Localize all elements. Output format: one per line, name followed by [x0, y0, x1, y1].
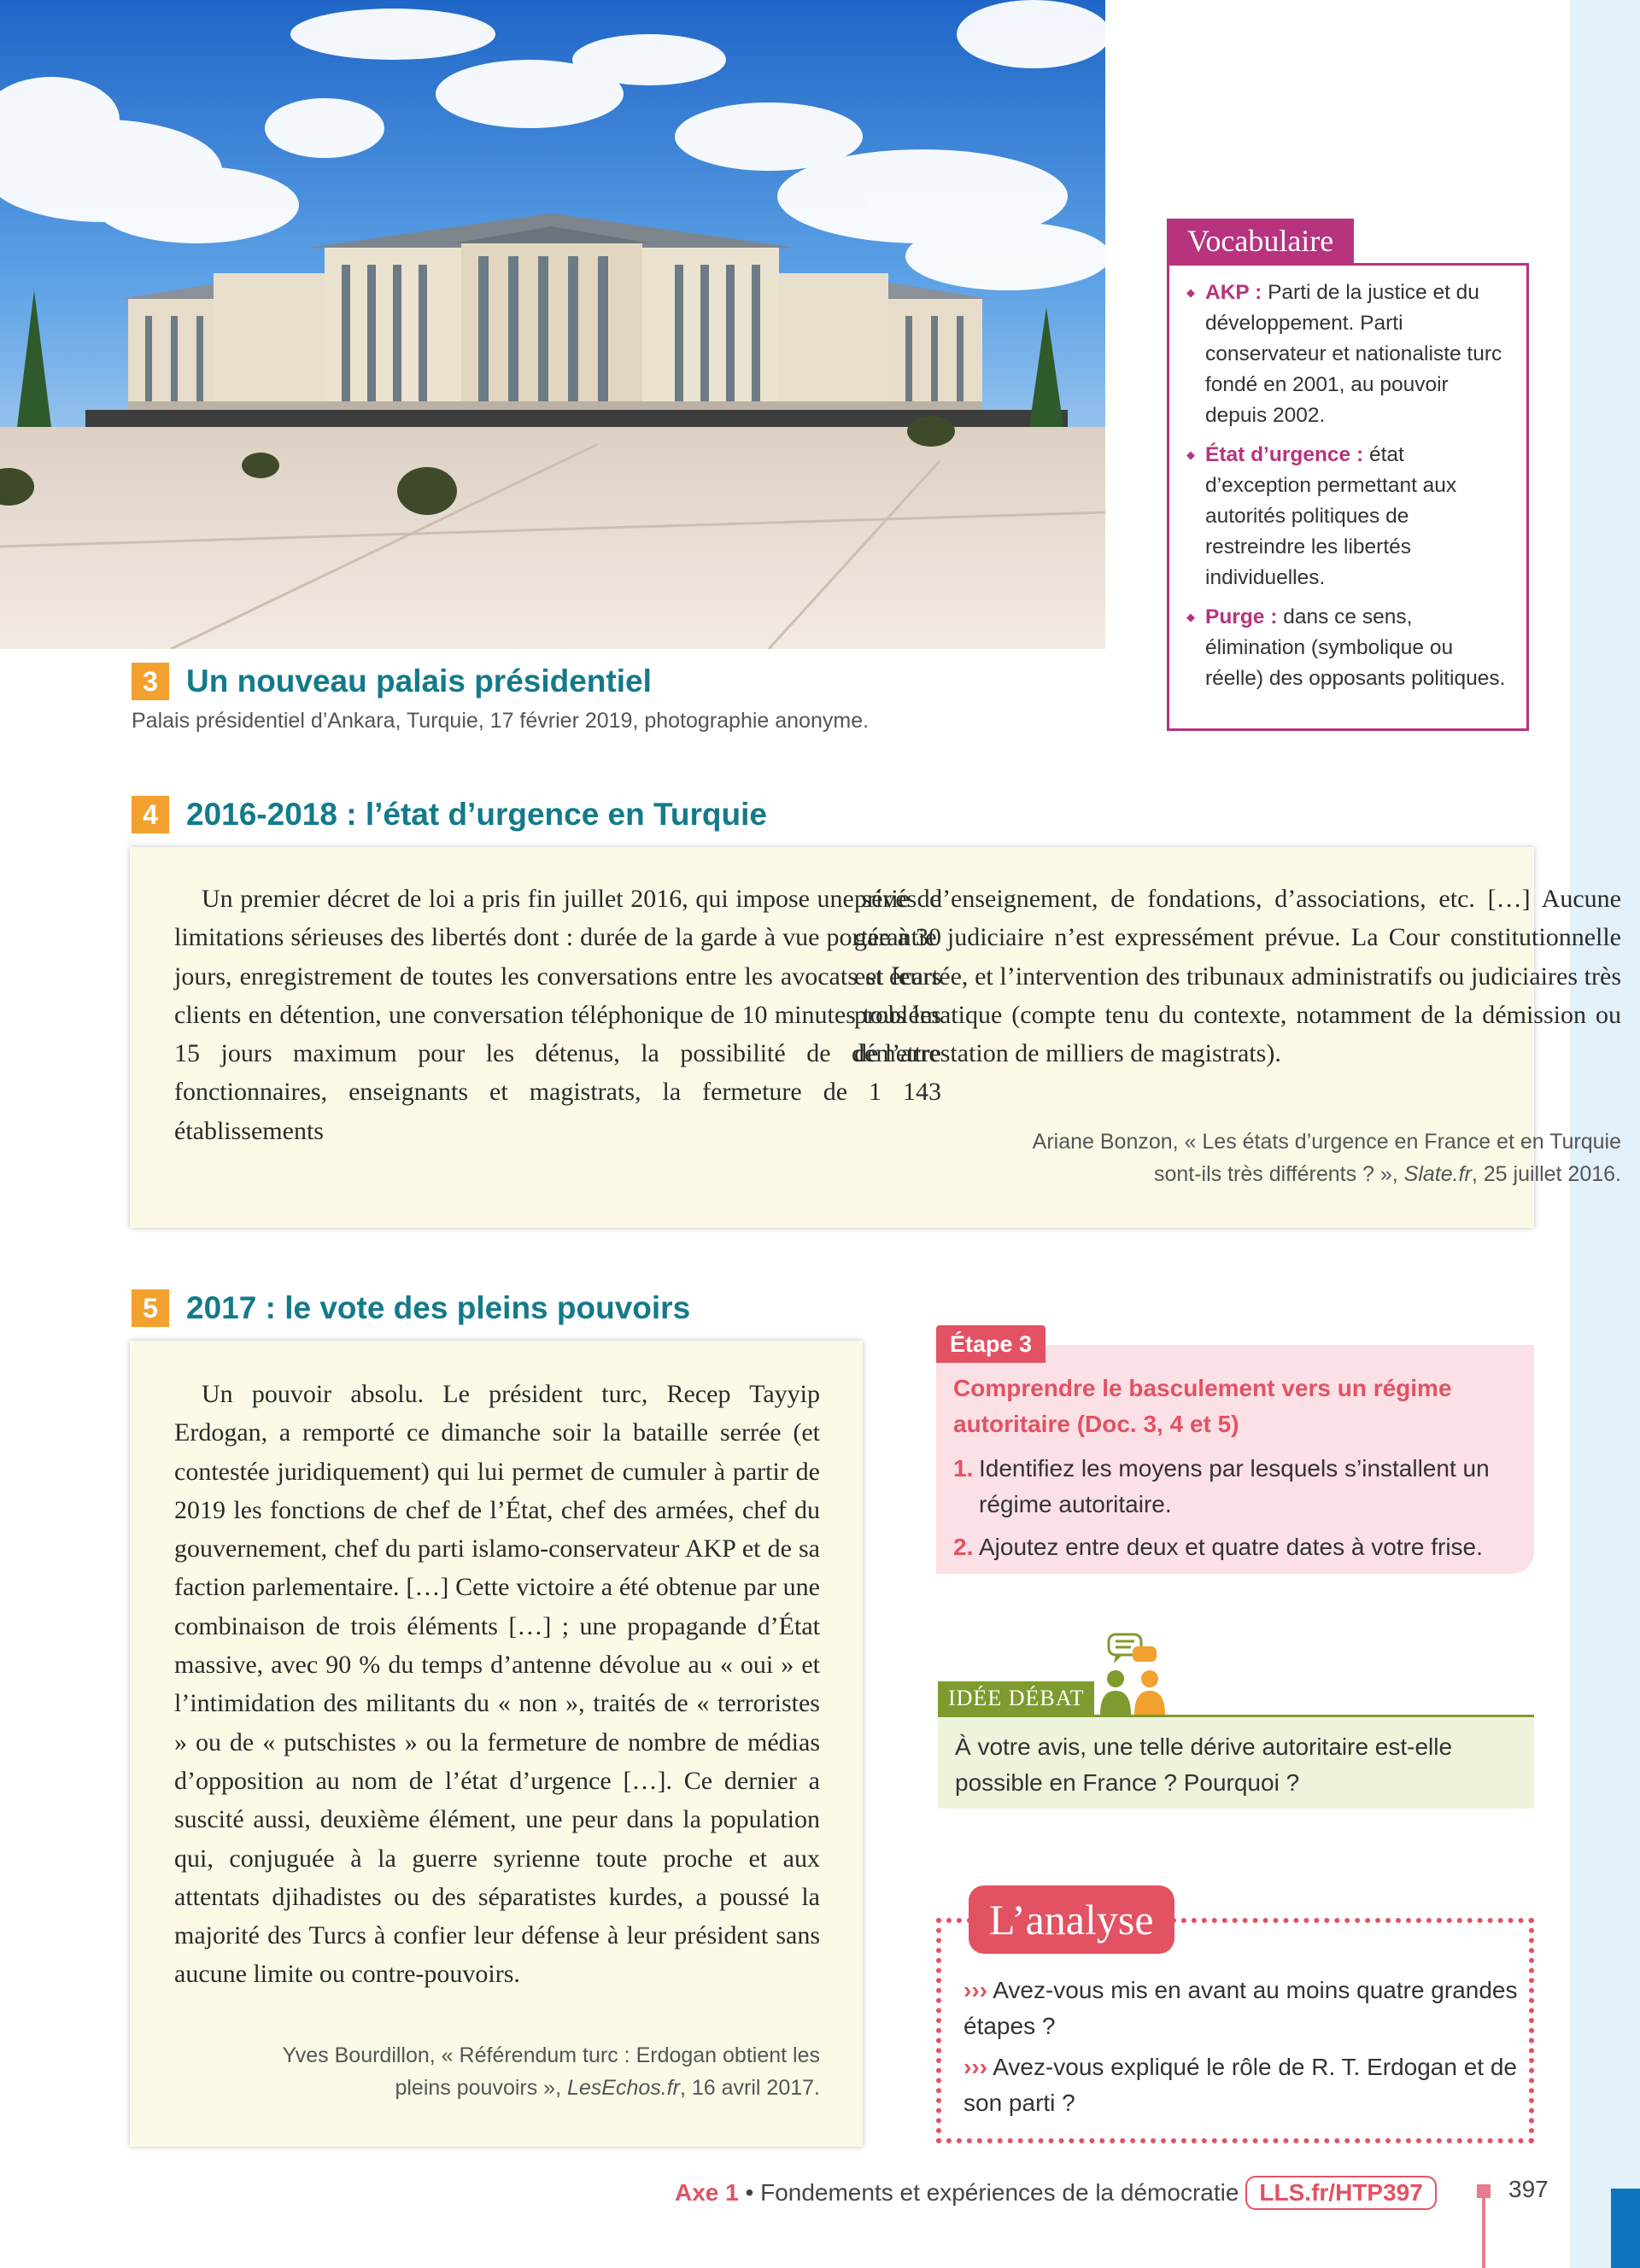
doc4-source-italic: Slate.fr — [1403, 1162, 1472, 1186]
analyse-item-2 — [964, 2049, 1519, 2121]
vocab-item-etat-urgence — [1186, 440, 1511, 593]
vocab-definition: Parti de la justice et du développement. Parti conservateur et nationaliste turc fondé en 2001, au pouvoir depuis 2002. — [1205, 281, 1502, 427]
analyse-item-text: Avez-vous mis en avant au moins quatre grandes étapes ? — [964, 1977, 1518, 2039]
analyse-item-1 — [964, 1973, 1519, 2044]
etape-label: Étape 3 — [936, 1325, 1046, 1363]
side-tab — [1611, 2189, 1640, 2268]
doc4-title: 2016-2018 : l’état d’urgence en Turquie — [186, 797, 767, 832]
doc3-caption: Palais présidentiel d’Ankara, Turquie, 17 février 2019, photographie anonyme. — [132, 709, 870, 733]
debate-label: IDÉE DÉBAT — [938, 1681, 1094, 1716]
debate-text: À votre avis, une telle dérive autoritaire est-elle possible en France ? Pourquoi ? — [955, 1733, 1453, 1796]
vocab-definition: dans ce sens, élimination (symbolique ou réelle) des opposants politiques. — [1205, 605, 1506, 690]
doc4-textbox — [130, 847, 1621, 1228]
footer-separator: • — [738, 2179, 761, 2206]
doc4-text-col1: Un premier décret de loi a pris fin juillet 2016, qui impose une série de limitations sérieuses des libertés dont : durée de la garde à vue portée à 30 jours, enregistrement de toutes les conversations entre les avocats et leurs clients en détention, une conversation téléphonique de 10 minutes tous les 15 jours maximum pour les détenus, la possibilité de démettre fonctionnaires, enseignants et magistrats, la fermeture de 1 143 établissements — [174, 885, 941, 1145]
footer-axe: Axe 1 — [675, 2179, 739, 2206]
debate-box — [938, 1717, 1534, 1809]
etape-question-number: 2. — [953, 1534, 974, 1560]
doc4-header — [132, 796, 767, 833]
doc3-number: 3 — [132, 663, 169, 700]
doc5-title: 2017 : le vote des pleins pouvoirs — [186, 1290, 691, 1325]
doc5-number: 5 — [132, 1289, 169, 1327]
doc4-source-post: , 25 juillet 2016. — [1471, 1162, 1621, 1186]
vocab-item-purge — [1186, 602, 1511, 694]
analyse-title: L’analyse — [969, 1885, 1174, 1954]
triple-chevron-icon: ››› — [964, 1977, 987, 2003]
etape-question-2 — [953, 1529, 1517, 1565]
doc4-source-line2 — [854, 1158, 1621, 1190]
page-number: 397 — [1508, 2176, 1549, 2202]
doc5-source-italic: LesEchos.fr — [566, 2076, 680, 2100]
vocab-term: Purge : — [1205, 605, 1278, 628]
page-footer — [675, 2176, 1437, 2210]
footer-link[interactable]: LLS.fr/HTP397 — [1245, 2176, 1436, 2210]
doc5-source-post: , 16 avril 2017. — [680, 2076, 820, 2100]
vocab-box — [1167, 263, 1529, 731]
etape-heading: Comprendre le basculement vers un régime autoritaire (Doc. 3, 4 et 5) — [953, 1375, 1452, 1437]
analyse-border-right — [1529, 1918, 1534, 2143]
doc5-source-pre: pleins pouvoirs », — [395, 2076, 567, 2100]
footer-marker — [1477, 2184, 1491, 2198]
doc5-textbox — [130, 1341, 863, 2147]
analyse-item-text: Avez-vous expliqué le rôle de R. T. Erdogan et de son parti ? — [964, 2054, 1518, 2116]
vocab-title: Vocabulaire — [1167, 219, 1354, 263]
doc5-text: Un pouvoir absolu. Le président turc, Recep Tayyip Erdogan, a remporté ce dimanche soir la bataille serrée (et contestée juridiquement) qui lui permet de cumuler à partir de 2019 les fonctions de chef de l’État, chef des armées, chef du gouvernement, chef du parti islamo-conservateur AKP et de sa faction parlementaire. […] Cette victoire a été obtenue par une combinaison de trois éléments […] ; une propagande d’État massive, avec 90 % du temps d’antenne dévolue au « oui » et l’intimidation des militants du « non », traités de « terroristes » ou de « putschistes » ou la fermeture de nombre de médias d’opposition au nom de l’état d’urgence […]. Ce dernier a suscité aussi, deuxième élément, une peur dans la population qui, conjuguée à la guerre syrienne toute proche et aux attentats djihadistes ou des séparatistes kurdes, a poussé la majorité des Turcs à confier leur défense à leur président sans aucune limite ou contre-pouvoirs. — [174, 1380, 820, 1989]
etape-question-1 — [953, 1451, 1517, 1523]
doc4-text-col2: privés d’enseignement, de fondations, d’associations, etc. […] Aucune garantie judiciaire n’est expressément prévue. La Cour constitutionnelle est écartée, et l’intervention des tribunaux administratifs ou judiciaires très problématique (compte tenu du contexte, notamment de la démission ou de l’arrestation de milliers de magistrats). — [854, 885, 1621, 1068]
vocab-item-akp — [1186, 278, 1511, 431]
vocab-term: AKP : — [1205, 281, 1262, 304]
doc3-header — [132, 663, 652, 700]
doc4-source — [854, 1125, 1621, 1190]
etape-box — [936, 1345, 1534, 1574]
vocab-definition: état d’exception permettant aux autorités politiques de restreindre les libertés individuelles. — [1205, 443, 1457, 589]
debate-people-icon — [1098, 1629, 1170, 1719]
footer-stem — [1482, 2198, 1485, 2268]
etape-question-text: Ajoutez entre deux et quatre dates à votre frise. — [979, 1534, 1483, 1560]
palace-photo — [0, 0, 1105, 649]
doc4-source-pre: sont-ils très différents ? », — [1153, 1162, 1404, 1186]
etape-question-text: Identifiez les moyens par lesquels s’installent un régime autoritaire. — [979, 1455, 1490, 1517]
doc5-source-line2 — [174, 2072, 820, 2104]
doc3-title: Un nouveau palais présidentiel — [186, 663, 652, 699]
triple-chevron-icon: ››› — [964, 2054, 987, 2080]
footer-theme: Fondements et expériences de la démocratie — [760, 2179, 1239, 2206]
doc4-source-line1: Ariane Bonzon, « Les états d’urgence en France et en Turquie — [1032, 1130, 1621, 1154]
analyse-border-bottom — [936, 2138, 1534, 2143]
etape-question-number: 1. — [953, 1455, 974, 1482]
doc5-header — [132, 1289, 690, 1327]
doc5-source-line1: Yves Bourdillon, « Référendum turc : Erdogan obtient les — [282, 2043, 820, 2067]
doc5-source — [174, 2039, 820, 2104]
vocab-term: État d’urgence : — [1205, 443, 1364, 466]
doc4-number: 4 — [132, 796, 169, 833]
analyse-border-left — [936, 1918, 941, 2143]
